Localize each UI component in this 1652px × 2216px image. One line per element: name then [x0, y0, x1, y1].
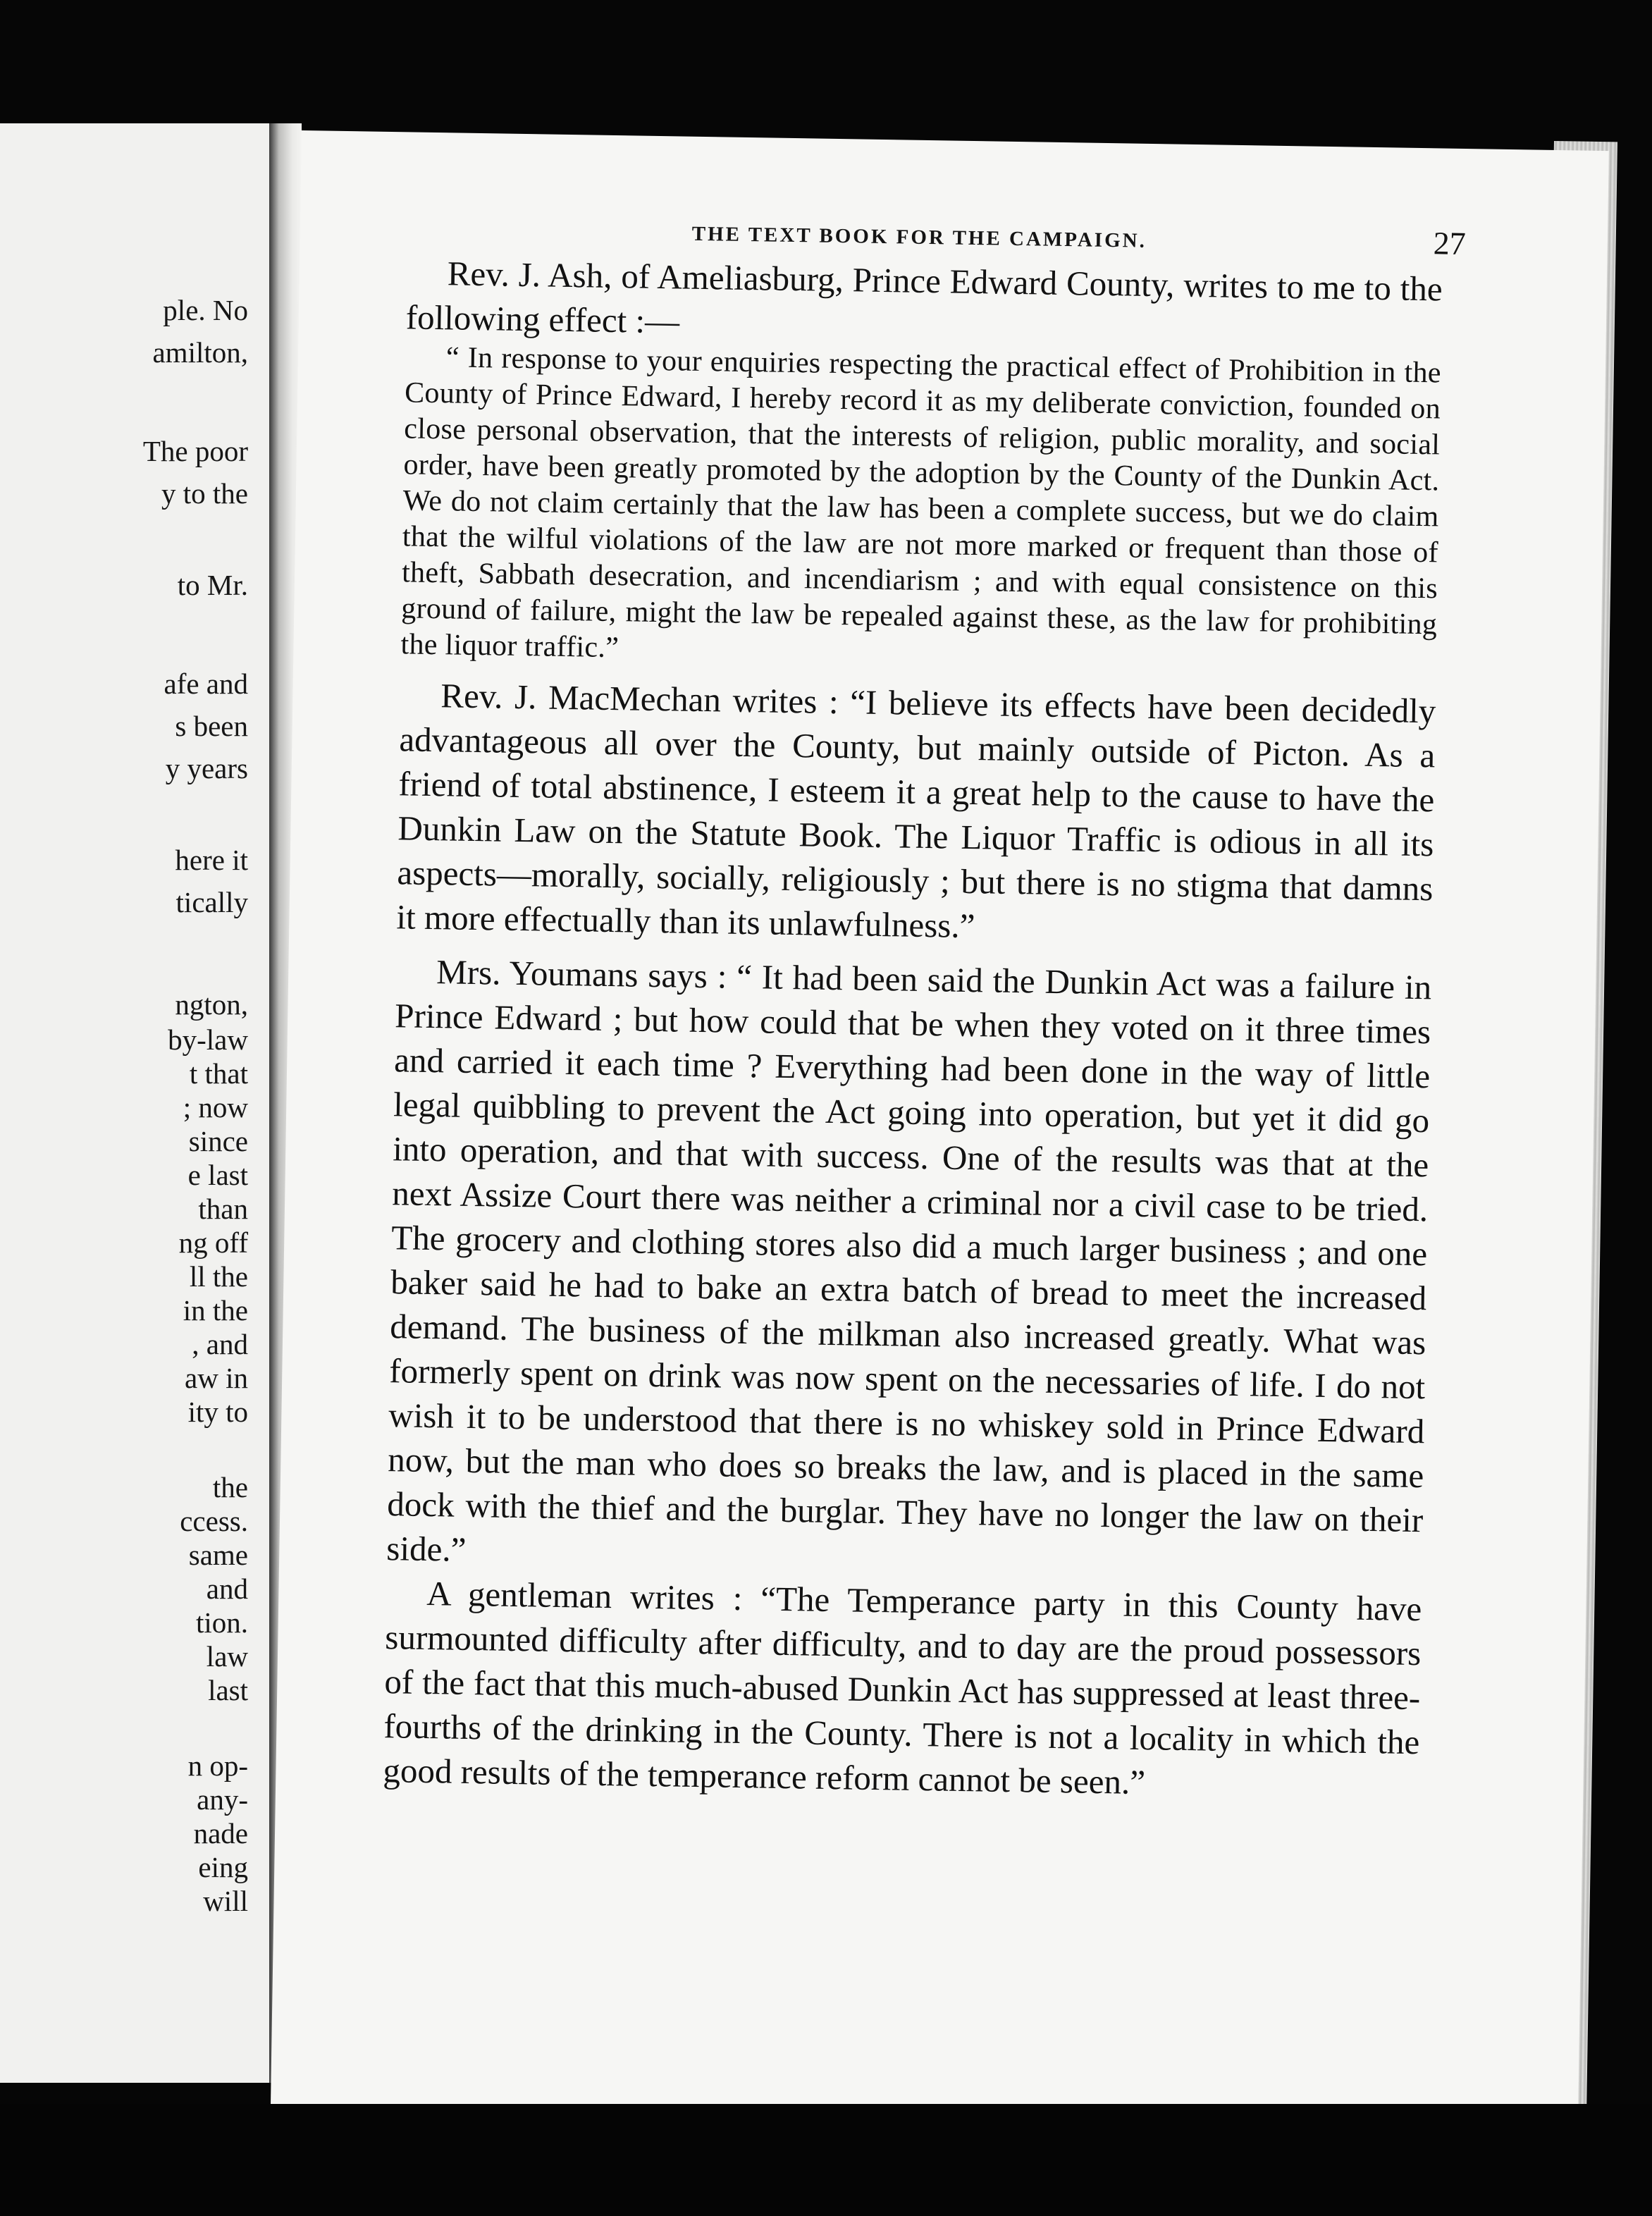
page-number: 27 [1433, 225, 1467, 261]
left-page-line: any- [197, 1783, 248, 1816]
left-page-line: ity to [187, 1396, 248, 1428]
left-page-line: y years [165, 752, 248, 784]
left-page-line: ngton, [175, 988, 248, 1021]
paragraph-ash-intro: Rev. J. Ash, of Ameliasburg, Prince Edward County, writes to me to the following effect :— [405, 254, 1443, 341]
left-page-line: The poor [142, 435, 248, 467]
left-page-line: last [208, 1674, 248, 1706]
left-page-line: to Mr. [177, 569, 248, 601]
left-page-line: amilton, [152, 336, 248, 369]
left-page-line: n op- [187, 1749, 248, 1782]
paragraph-macmechan: Rev. J. MacMechan writes : “I believe its effects have been decidedly advantageous all over the County, but mainly outside of Picton. As a friend of total abstinence, I esteem it a great help to the cause to have the Dunkin Law on the Statute Book. The Liquor Traffic is odious in all its aspects—morally, socially, religiously ; but there is no stigma that damns it more effectually than its unlawfulness.” [396, 676, 1436, 946]
left-page-line: ll the [189, 1260, 248, 1293]
paragraph-gentleman: A gentleman writes : “The Temperance party in this County have surmounted difficulty after difficulty, and to day are the proud possessors of the fact that this much-abused Dunkin Act has suppressed at least three-fourths of the drinking in the County. There is not a locality in which the good results of the temperance reform cannot be seen.” [383, 1574, 1422, 1802]
paragraph-youmans: Mrs. Youmans says : “ It had been said the Dunkin Act was a failure in Prince Edward ; but how could that be when they voted on it three times and carried it each time ? Everything had been done in the way of little legal quibbling to prevent the Act going into operation, but yet it did go into operation, and that with success. One of the results was that at the next Assize Court there was neither a criminal nor a civil case to be tried. The grocery and clothing stores also did a much larger business ; and one baker said he had to bake an extra batch of bread to meet the increased demand. The business of the milkman also increased greatly. What was formerly spent on drink was now spent on the necessaries of life. I do not wish it to be understood that there is no whiskey sold in Prince Edward now, but the man who does so breaks the law, and is placed in the same dock with the thief and the burglar. They have no longer the law on their side.” [386, 952, 1432, 1569]
left-page-line: e last [187, 1159, 248, 1191]
left-page-line: since [188, 1125, 248, 1157]
left-page-line: will [203, 1885, 248, 1917]
left-page-line: here it [175, 844, 248, 876]
left-page-line: , and [192, 1328, 248, 1360]
left-page-line: tically [175, 886, 248, 918]
left-page-line: in the [183, 1294, 248, 1326]
running-head: THE TEXT BOOK FOR THE CAMPAIGN. [691, 222, 1147, 252]
page-body [383, 250, 1443, 1809]
left-page-line: and [206, 1572, 248, 1605]
left-page-line: nade [193, 1817, 248, 1849]
left-page-line: afe and [164, 667, 248, 700]
left-page-line: t that [189, 1057, 248, 1090]
right-page [270, 130, 1608, 2156]
left-page-line: y to the [161, 477, 248, 510]
left-page-line: eing [198, 1851, 248, 1883]
left-page-line: aw in [185, 1362, 248, 1394]
left-page-line: ng off [178, 1226, 248, 1259]
left-page-line: ; now [183, 1091, 248, 1124]
left-page-line: ple. No [163, 294, 248, 326]
scan-bottom-background [0, 2104, 1652, 2216]
left-page-line: same [188, 1539, 248, 1571]
left-page-line: s been [175, 710, 248, 742]
left-page-line: law [206, 1640, 248, 1673]
left-page-line: ccess. [180, 1505, 248, 1537]
left-page-line: the [212, 1471, 248, 1503]
left-page-line: tion. [195, 1606, 248, 1639]
left-page-line: by-law [168, 1023, 248, 1056]
quotation-ash: “ In response to your enquiries respecting the practical effect of Prohibition in the County of Prince Edward, I hereby record it as my deliberate conviction, founded on close personal observation, that the interests of religion, public morality, and social order, have been greatly promoted by the adoption by the County of the Dunkin Act. We do not claim certainly that the law has been a complete success, but we do claim that the wilful violations of the law are not more marked or frequent than those of theft, Sabbath desecration, and incendiarism ; and with equal consistence on this ground of failure, might the law be repealed against these, as the law for prohibiting the liquor traffic.” [400, 341, 1442, 665]
left-page-line: than [198, 1193, 248, 1225]
left-facing-page [0, 123, 273, 2083]
